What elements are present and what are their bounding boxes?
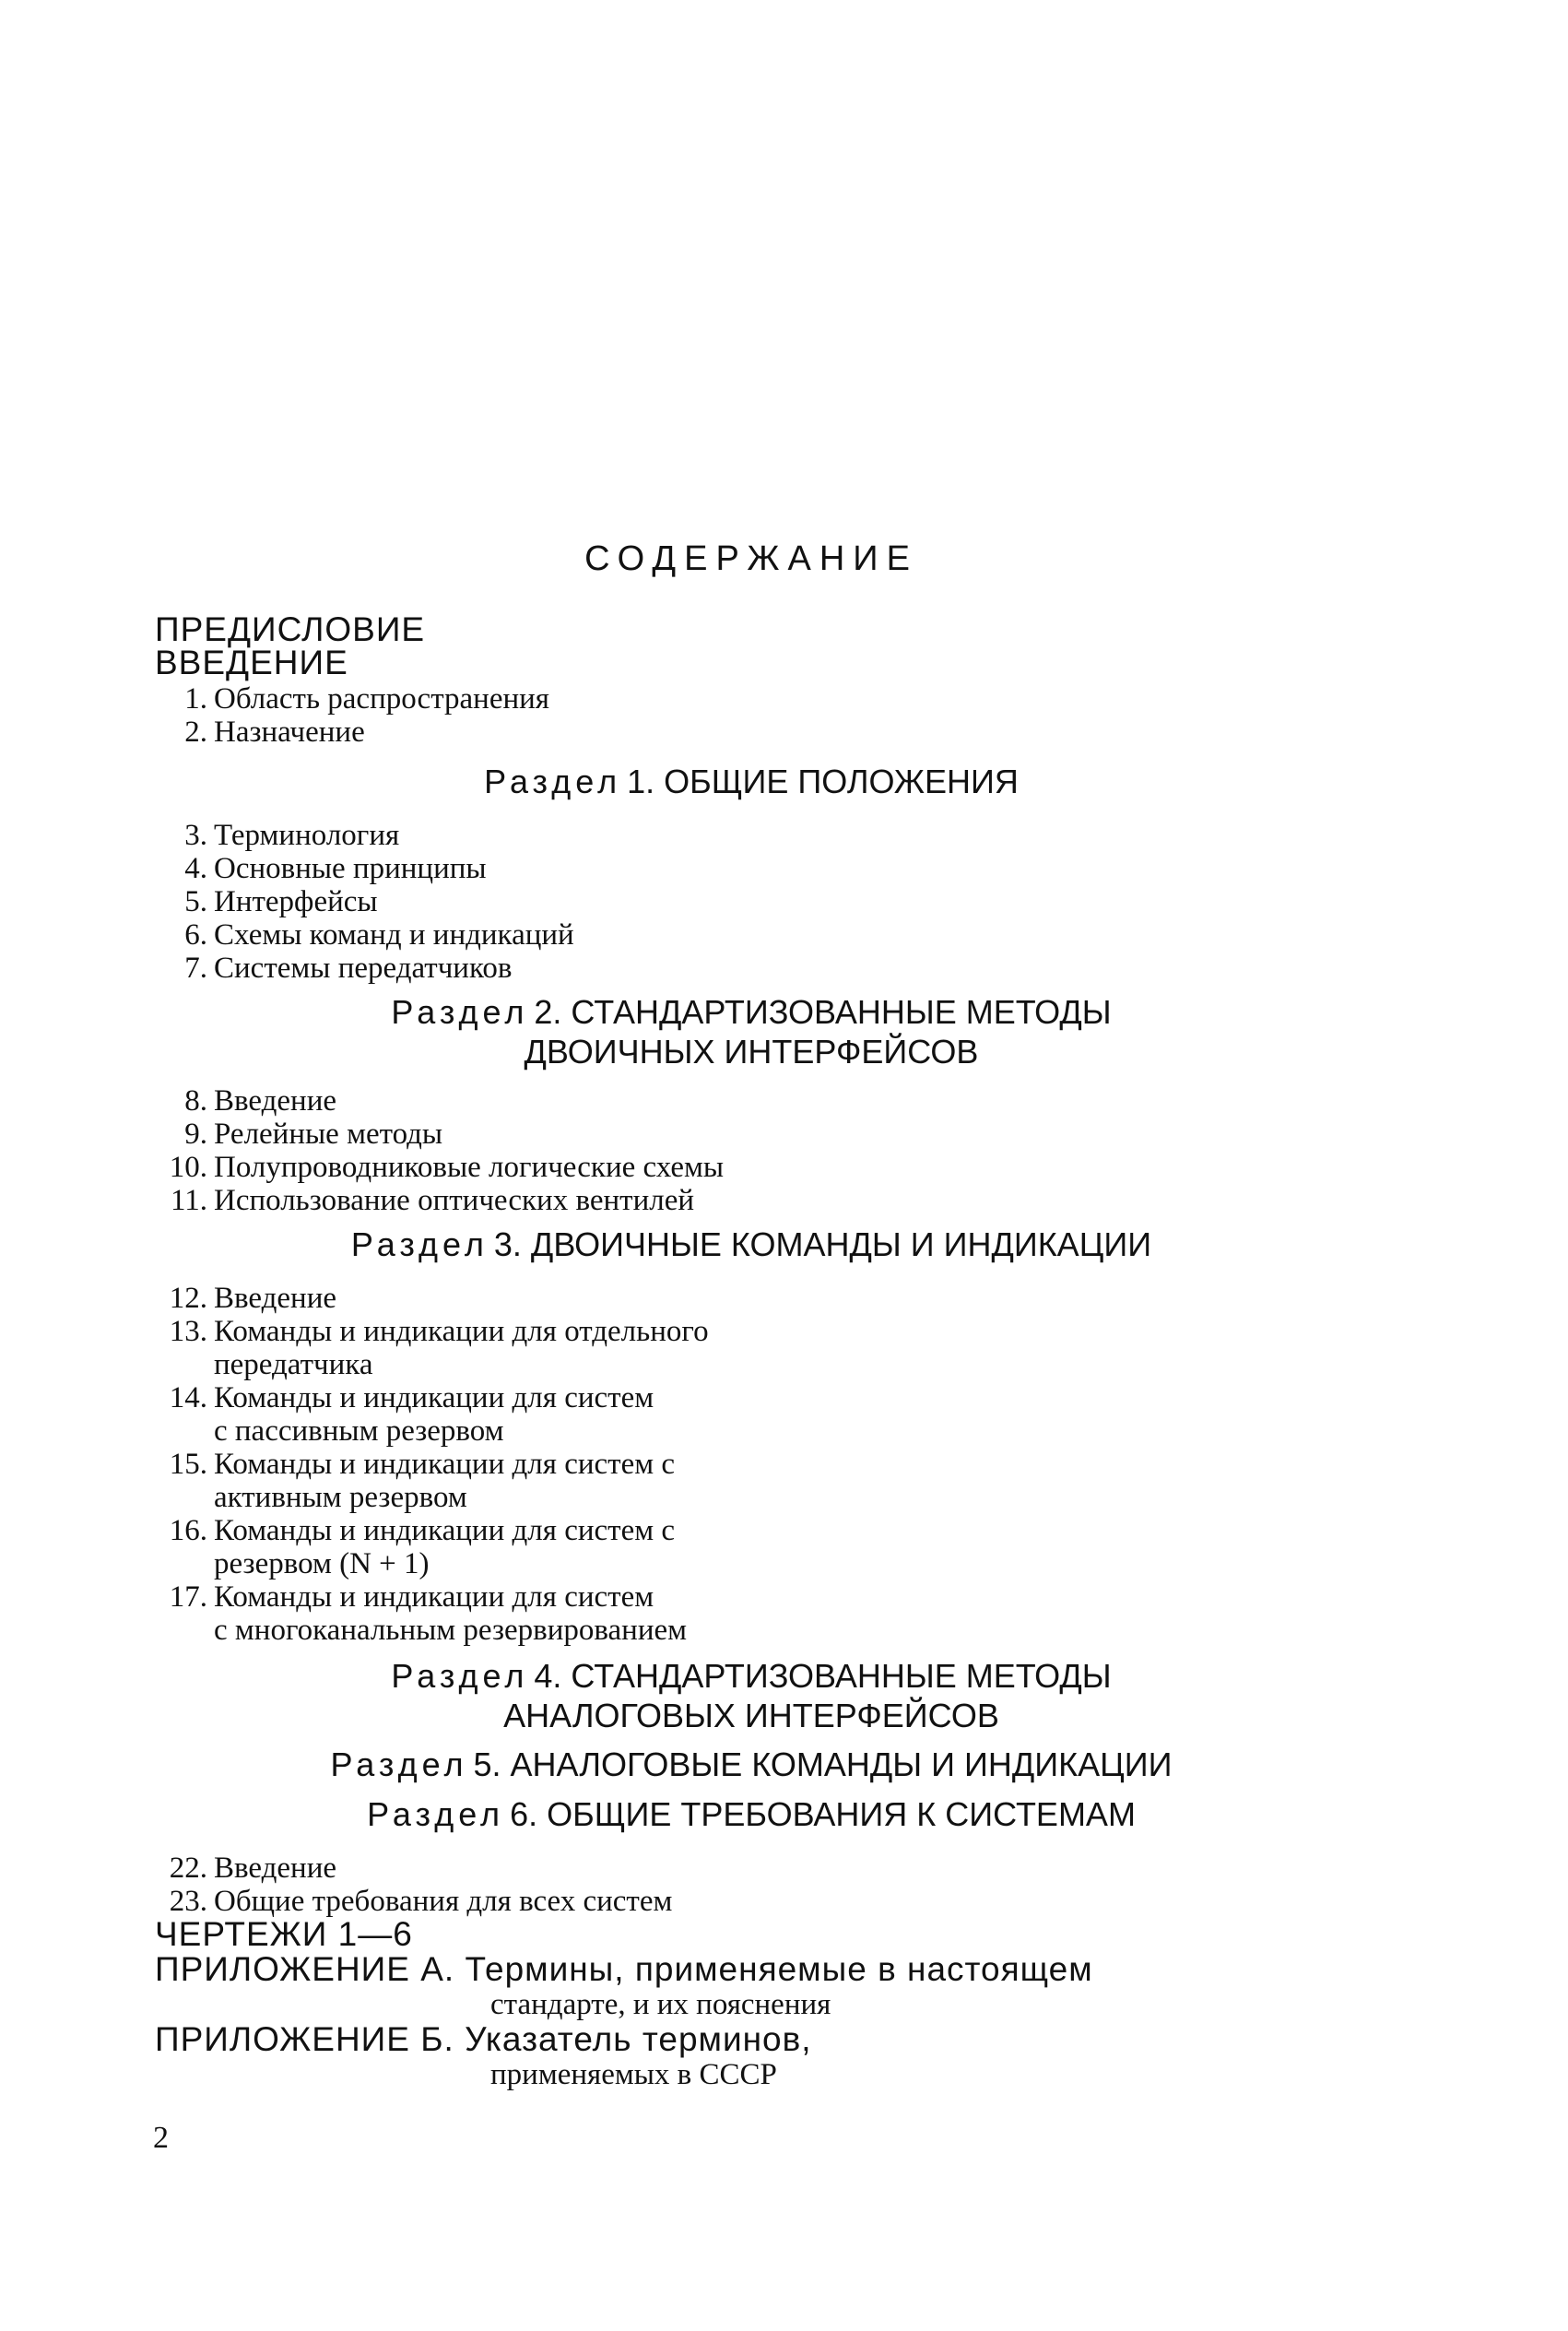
- entry-number: 1.: [184, 682, 207, 716]
- entry-label-continuation: с пассивным резервом: [214, 1414, 504, 1448]
- entry-label: Введение: [214, 1084, 337, 1118]
- entry-number: 4.: [184, 852, 207, 885]
- entry-number: 14.: [169, 1381, 207, 1414]
- page-number: 2: [153, 2121, 169, 2155]
- entry-label: Полупроводниковые логические схемы: [214, 1151, 725, 1184]
- entry-label-continuation: передатчика: [214, 1348, 373, 1381]
- entry-number: 15.: [169, 1448, 207, 1481]
- section-heading: [0, 1746, 1503, 1783]
- entry-label-continuation: резервом (N + 1): [214, 1547, 430, 1580]
- entry-label: ВВЕДЕНИЕ: [155, 644, 348, 681]
- section-word: Раздел: [350, 1225, 489, 1263]
- section-title: 5. АНАЛОГОВЫЕ КОМАНДЫ И ИНДИКАЦИИ: [473, 1745, 1173, 1783]
- entry-label: Системы передатчиков: [214, 952, 513, 985]
- entry-number: 23.: [169, 1885, 207, 1918]
- section-heading: [0, 1658, 1503, 1695]
- section-heading: [0, 994, 1503, 1031]
- section-word: Раздел: [391, 1657, 529, 1695]
- entry-number: 10.: [169, 1151, 207, 1184]
- entry-label: Интерфейсы: [214, 885, 378, 918]
- section-heading: [0, 763, 1503, 800]
- entry-label: Схемы команд и индикаций: [214, 918, 574, 952]
- entry-number: 22.: [169, 1852, 207, 1885]
- section-word: Раздел: [330, 1745, 468, 1783]
- entry-label: ЧЕРТЕЖИ 1—6: [155, 1915, 413, 1953]
- entry-number: 11.: [170, 1184, 207, 1217]
- section-heading-line2: АНАЛОГОВЫХ ИНТЕРФЕЙСОВ: [503, 1697, 999, 1734]
- entry-label-continuation: активным резервом: [214, 1481, 467, 1514]
- entry-label: Введение: [214, 1852, 337, 1885]
- section-word: Раздел: [367, 1795, 505, 1833]
- entry-number: 5.: [184, 885, 207, 918]
- section-heading: [0, 1796, 1503, 1833]
- entry-number: 8.: [184, 1084, 207, 1118]
- entry-number: 13.: [169, 1315, 207, 1348]
- entry-label: Основные принципы: [214, 852, 487, 885]
- entry-number: 7.: [184, 952, 207, 985]
- entry-number: 9.: [184, 1118, 207, 1151]
- entry-label: ПРЕДИСЛОВИЕ: [155, 610, 426, 648]
- section-title: 2. СТАНДАРТИЗОВАННЫЕ МЕТОДЫ: [534, 993, 1112, 1031]
- entry-label: ПРИЛОЖЕНИЕ А. Термины, применяемые в настоящем: [155, 1950, 1093, 1988]
- section-word: Раздел: [391, 993, 529, 1031]
- entry-label-continuation: с многоканальным резервированием: [214, 1614, 688, 1647]
- entry-number: 2.: [184, 716, 207, 749]
- section-title: 3. ДВОИЧНЫЕ КОМАНДЫ И ИНДИКАЦИИ: [493, 1225, 1152, 1263]
- entry-number: 6.: [184, 918, 207, 952]
- entry-label: Введение: [214, 1282, 337, 1315]
- entry-label-continuation: стандарте, и их пояснения: [490, 1988, 831, 2021]
- entry-label: Команды и индикации для систем с: [214, 1514, 675, 1547]
- entry-label: Область распространения: [214, 682, 549, 716]
- entry-number: 16.: [169, 1514, 207, 1547]
- section-title: 6. ОБЩИЕ ТРЕБОВАНИЯ К СИСТЕМАМ: [510, 1795, 1136, 1833]
- entry-label: Релейные методы: [214, 1118, 443, 1151]
- entry-label-continuation: применяемых в СССР: [490, 2058, 777, 2091]
- entry-label: Общие требования для всех систем: [214, 1885, 673, 1918]
- section-heading: [0, 1226, 1503, 1263]
- entry-label: ПРИЛОЖЕНИЕ Б. Указатель терминов,: [155, 2020, 812, 2058]
- entry-number: 3.: [184, 819, 207, 852]
- page-title: СОДЕРЖАНИЕ: [584, 539, 918, 578]
- entry-label: Назначение: [214, 716, 365, 749]
- entry-label: Команды и индикации для систем: [214, 1580, 654, 1614]
- entry-label: Команды и индикации для отдельного: [214, 1315, 709, 1348]
- entry-label: Команды и индикации для систем с: [214, 1448, 675, 1481]
- entry-number: 17.: [169, 1580, 207, 1614]
- entry-label: Команды и индикации для систем: [214, 1381, 654, 1414]
- section-title: 1. ОБЩИЕ ПОЛОЖЕНИЯ: [627, 763, 1019, 800]
- section-title: 4. СТАНДАРТИЗОВАННЫЕ МЕТОДЫ: [534, 1657, 1112, 1695]
- entry-label: Терминология: [214, 819, 400, 852]
- section-word: Раздел: [484, 763, 622, 800]
- section-heading-line2: ДВОИЧНЫХ ИНТЕРФЕЙСОВ: [524, 1033, 979, 1071]
- entry-number: 12.: [169, 1282, 207, 1315]
- entry-label: Использование оптических вентилей: [214, 1184, 695, 1217]
